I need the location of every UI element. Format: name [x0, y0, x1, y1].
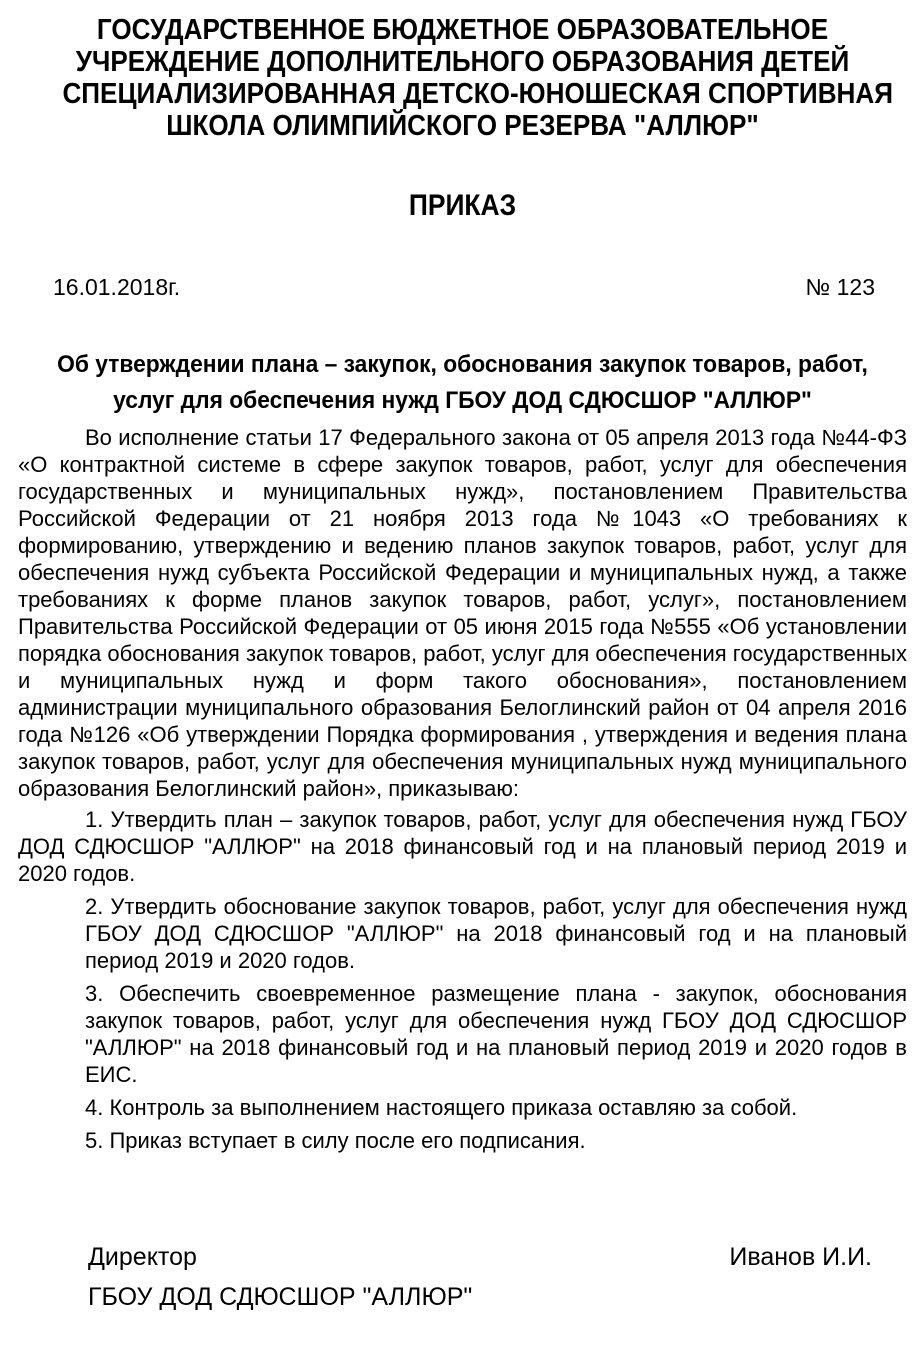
order-item-5: 5. Приказ вступает в силу после его подписания. — [85, 1128, 586, 1153]
doc-type-title: ПРИКАЗ — [408, 189, 517, 222]
org-name-line: ГОСУДАРСТВЕННОЕ БЮДЖЕТНОЕ ОБРАЗОВАТЕЛЬНОЕ — [96, 14, 829, 46]
org-name-line: ШКОЛА ОЛИМПИЙСКОГО РЕЗЕРВА "АЛЛЮР" — [166, 110, 759, 142]
org-name — [62, 14, 894, 142]
signature-org: ГБОУ ДОД СДЮСШОР "АЛЛЮР" — [88, 1283, 473, 1311]
signature-name: Иванов И.И. — [729, 1243, 872, 1271]
preamble-paragraph: Во исполнение статьи 17 Федерального закона от 05 апреля 2013 года №44-ФЗ «О контрактной системе в сфере закупок товаров, работ, услуг для обеспечения государственных и муниципальных нужд», постановлением Правительства Российской Федерации от 21 ноября 2013 года №1043 «О требованиях к формированию, утверждению и ведению планов закупок товаров, работ, услуг для обеспечения нужд субъекта Российской Федерации и муниципальных нужд, а также требованиях к форме планов закупок товаров, работ, услуг», постановлением Правительства Российской Федерации от 05 июня 2015 года №555 «Об установлении порядка обоснования закупок товаров, работ, услуг для обеспечения государственных и муниципальных нужд и форм такого обоснования», постановлением администрации муниципального образования Белоглинский район от 04 апреля 2016 года №126 «Об утверждении Порядка формирования , утверждения и ведения плана закупок товаров, работ, услуг для обеспечения муниципальных нужд муниципального образования Белоглинский район», приказываю: — [18, 425, 907, 801]
doc-subject-line: услуг для обеспечения нужд ГБОУ ДОД СДЮСШОР "АЛЛЮР" — [113, 387, 812, 414]
signature-position: Директор — [88, 1243, 197, 1271]
signature-row — [18, 1244, 907, 1271]
order-item-4: 4. Контроль за выполнением настоящего приказа оставляю за собой. — [85, 1095, 798, 1120]
order-item-2: 2. Утвердить обоснование закупок товаров, работ, услуг для обеспечения нужд ГБОУ ДОД СДЮСШОР "АЛЛЮР" на 2018 финансовый год и на плановый период 2019 и 2020 годов. — [85, 894, 907, 973]
doc-date: 16.01.2018г. — [53, 274, 181, 300]
doc-number: № 123 — [805, 274, 875, 300]
order-item-1: 1. Утвердить план – закупок товаров, работ, услуг для обеспечения нужд ГБОУ ДОД СДЮСШОР "АЛЛЮР" на 2018 финансовый год и на плановый период 2019 и 2020 годов. — [18, 807, 907, 886]
org-name-line: СПЕЦИАЛИЗИРОВАННАЯ ДЕТСКО-ЮНОШЕСКАЯ СПОРТИВНАЯ — [62, 78, 894, 110]
signature-block — [18, 1244, 907, 1311]
doc-body — [18, 424, 907, 1154]
order-item-3: 3. Обеспечить своевременное размещение плана - закупок, обоснования закупок товаров, работ, услуг для обеспечения нужд ГБОУ ДОД СДЮСШОР "АЛЛЮР" на 2018 финансовый год и на плановый период 2019 и 2020 годов в ЕИС. — [85, 981, 907, 1087]
org-name-line: УЧРЕЖДЕНИЕ ДОПОЛНИТЕЛЬНОГО ОБРАЗОВАНИЯ ДЕТЕЙ — [75, 46, 850, 78]
doc-subject-line: Об утверждении плана – закупок, обоснования закупок товаров, работ, — [57, 351, 868, 378]
date-number-row — [18, 274, 907, 301]
doc-subject — [40, 347, 885, 419]
